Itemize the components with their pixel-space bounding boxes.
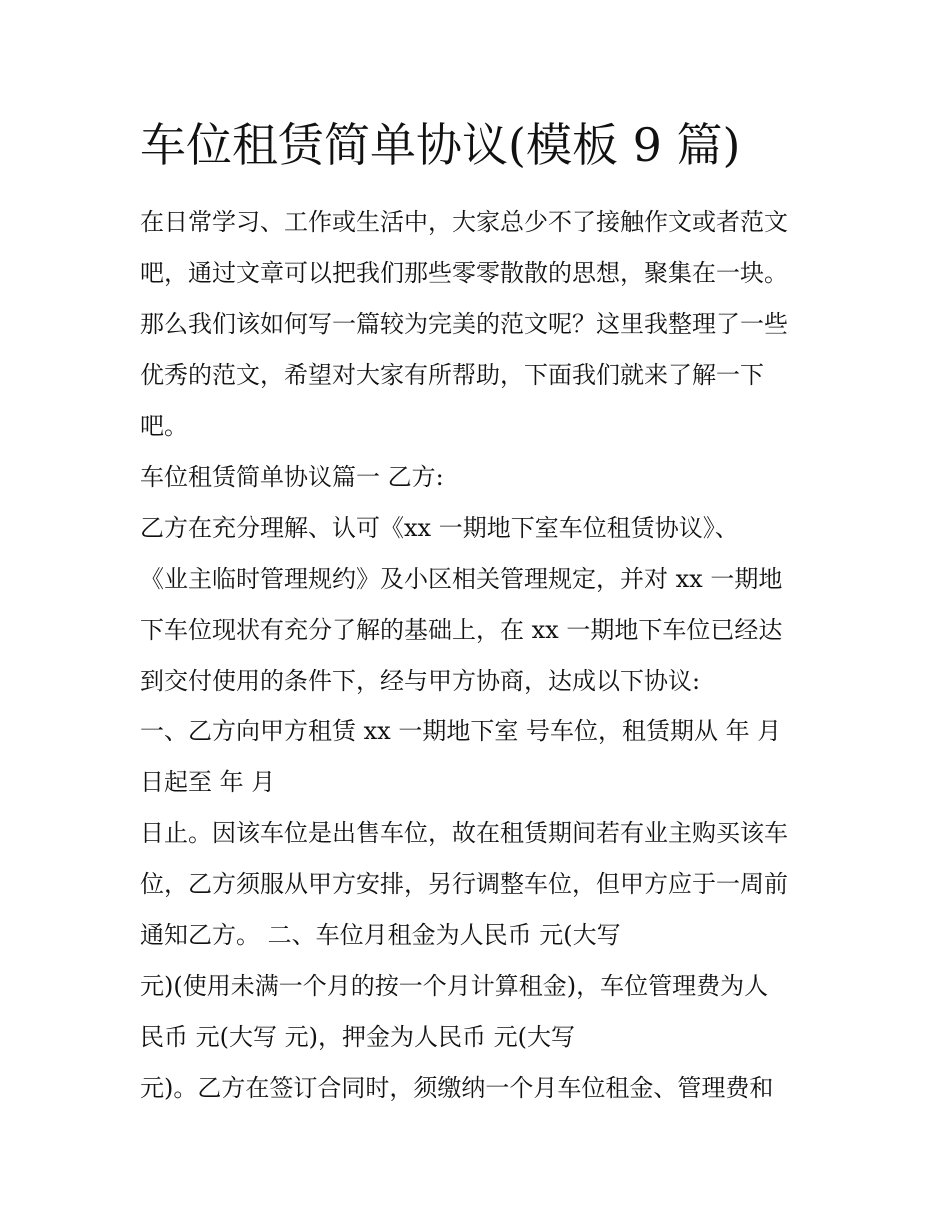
body-line: 通知乙方。 二、车位月租金为人民币 元(大写: [140, 921, 621, 949]
body-line: 那么我们该如何写一篇较为完美的范文呢？这里我整理了一些: [140, 310, 788, 338]
body-line: 吧，通过文章可以把我们那些零零散散的思想，聚集在一块。: [140, 259, 788, 287]
body-line: 元)。乙方在签订合同时，须缴纳一个月车位租金、管理费和: [140, 1074, 774, 1102]
body-line: 一、乙方向甲方租赁 xx 一期地下室 号车位，租赁期从 年 月: [140, 717, 782, 745]
section-heading: 车位租赁简单协议篇一 乙方:: [140, 463, 444, 491]
body-line: 优秀的范文，希望对大家有所帮助，下面我们就来了解一下: [140, 361, 764, 389]
body-line: 《业主临时管理规约》及小区相关管理规定，并对 xx 一期地: [140, 565, 783, 593]
body-line: 下车位现状有充分了解的基础上，在 xx 一期地下车位已经达: [140, 616, 783, 644]
body-line: 吧。: [140, 412, 188, 440]
body-line: 元)(使用未满一个月的按一个月计算租金)，车位管理费为人: [140, 972, 769, 1000]
document-title: 车位租赁简单协议(模板 9 篇): [140, 118, 741, 172]
body-line: 到交付使用的条件下，经与甲方协商，达成以下协议:: [140, 667, 701, 695]
body-line: 位，乙方须服从甲方安排，另行调整车位，但甲方应于一周前: [140, 870, 788, 898]
body-line: 在日常学习、工作或生活中，大家总少不了接触作文或者范文: [140, 208, 788, 236]
body-line: 日止。因该车位是出售车位，故在租赁期间若有业主购买该车: [140, 819, 788, 847]
body-line: 日起至 年 月: [140, 768, 276, 796]
body-line: 乙方在充分理解、认可《xx 一期地下室车位租赁协议》、: [140, 514, 739, 542]
body-line: 民币 元(大写 元)，押金为人民币 元(大写: [140, 1023, 575, 1051]
